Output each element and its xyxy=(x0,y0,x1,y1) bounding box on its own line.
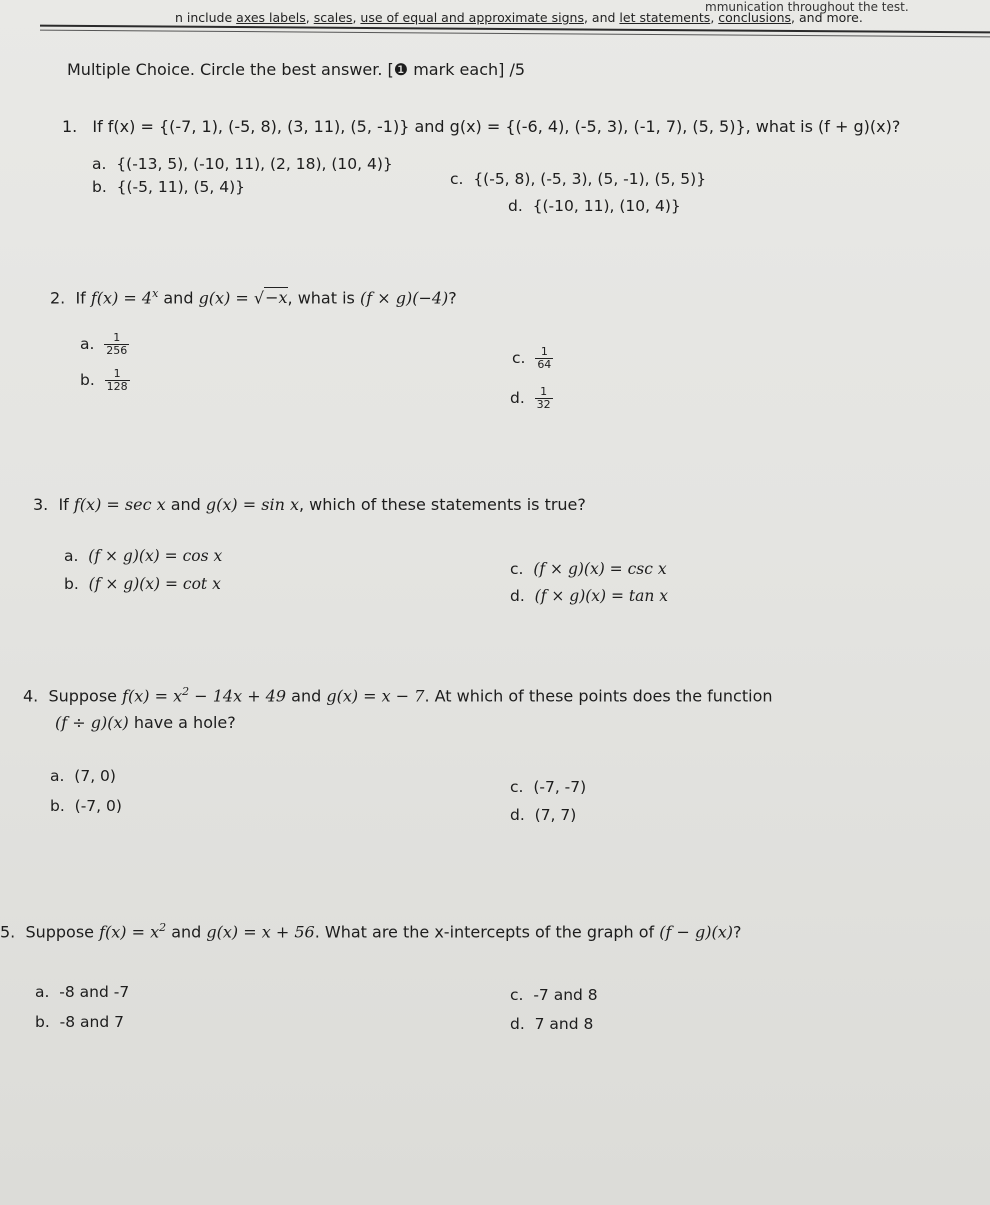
question-text: If f(x) = {(-7, 1), (-5, 8), (3, 11), (5, -1)} and g(x) = {(-6, 4), (-5, 3), (-1, 7), (5, 5)}, what is (f + g)(x)? xyxy=(92,117,901,136)
option-1b[interactable] xyxy=(92,178,245,196)
option-4b[interactable] xyxy=(50,797,122,815)
instr-signs: use of equal and approximate signs xyxy=(360,10,584,25)
fraction: $\frac{1}{128}$ xyxy=(106,367,128,394)
option-label: d. xyxy=(510,806,525,824)
question-number: 2. xyxy=(50,288,66,308)
question-1 xyxy=(62,117,900,136)
instr-text: , xyxy=(710,10,719,25)
question-text: ? xyxy=(448,288,457,308)
option-label: b. xyxy=(64,575,79,593)
question-number: 5. xyxy=(0,922,16,942)
question-text: and xyxy=(165,495,206,514)
instr-scales: scales xyxy=(313,10,353,25)
option-1d[interactable] xyxy=(508,197,681,215)
question-2: 2. If $f(x) = 4^x$ and g(x) = √−x, what is (f × g)(−4)? xyxy=(50,287,457,308)
option-4d[interactable] xyxy=(510,806,576,824)
instr-text: , and xyxy=(583,10,620,25)
math-g: g(x) = x + 56 xyxy=(206,922,315,942)
question-number: 1. xyxy=(62,117,78,136)
option-3c[interactable] xyxy=(510,560,667,578)
option-label: c. xyxy=(512,349,526,368)
option-text: (-7, -7) xyxy=(533,778,587,796)
math-f: f(x) = 4 xyxy=(90,288,153,308)
option-3b[interactable] xyxy=(64,575,221,593)
option-text: {(-5, 8), (-5, 3), (5, -1), (5, 5)} xyxy=(473,170,707,188)
math-exp: 2 xyxy=(159,921,167,934)
math-f: f(x) = x xyxy=(99,922,160,942)
instr-text: , xyxy=(352,10,361,25)
option-label: a. xyxy=(80,335,95,354)
question-text: If xyxy=(58,495,74,514)
option-label: c. xyxy=(510,560,524,578)
option-label: c. xyxy=(450,170,464,188)
option-label: a. xyxy=(64,547,79,565)
option-4a[interactable] xyxy=(50,767,116,785)
question-5 xyxy=(0,921,742,941)
math-expr: (f × g)(−4) xyxy=(359,288,449,308)
option-2d[interactable] xyxy=(510,386,553,411)
question-text: , which of these statements is true? xyxy=(299,495,586,514)
option-5c[interactable] xyxy=(510,986,598,1004)
option-label: a. xyxy=(50,767,65,785)
instr-let: let statements xyxy=(619,10,711,25)
option-2b[interactable] xyxy=(80,368,130,393)
question-text: . At which of these points does the function xyxy=(424,686,773,706)
math-radicand: −x xyxy=(265,288,288,308)
question-3 xyxy=(33,495,586,514)
instr-text: , and more. xyxy=(791,10,863,25)
question-text: Suppose xyxy=(25,922,100,942)
math-expr: (f ÷ g)(x) xyxy=(55,713,129,732)
option-3a[interactable] xyxy=(64,547,222,565)
option-label: c. xyxy=(510,986,524,1004)
option-label: d. xyxy=(510,389,525,408)
option-5a[interactable] xyxy=(35,983,129,1001)
option-text: (-7, 0) xyxy=(74,797,122,815)
question-text: Suppose xyxy=(48,686,123,706)
option-label: b. xyxy=(35,1013,50,1031)
question-text: If xyxy=(75,288,91,308)
fraction: $\frac{1}{32}$ xyxy=(536,385,551,412)
option-label: d. xyxy=(510,587,525,605)
option-text: (f × g)(x) = cos x xyxy=(88,547,223,565)
instructions-line xyxy=(175,10,863,25)
option-5b[interactable] xyxy=(35,1013,124,1031)
option-text: (f × g)(x) = csc x xyxy=(533,560,667,578)
math-expr: (f − g)(x) xyxy=(659,922,733,942)
math-f-rest: − 14x + 49 xyxy=(189,686,287,706)
math-g: g(x) = x − 7 xyxy=(326,686,425,706)
option-label: b. xyxy=(92,178,107,196)
instr-text: , xyxy=(305,10,314,25)
option-text: {(-13, 5), (-10, 11), (2, 18), (10, 4)} xyxy=(116,155,393,173)
option-text: -8 and 7 xyxy=(59,1013,124,1031)
option-text: -8 and -7 xyxy=(59,983,130,1001)
math-exp: x xyxy=(152,287,159,300)
option-text: (7, 7) xyxy=(534,806,577,824)
option-2c[interactable] xyxy=(512,346,553,371)
option-label: b. xyxy=(50,797,65,815)
question-text: and xyxy=(158,288,199,308)
question-number: 3. xyxy=(33,495,49,514)
instr-text: n include xyxy=(175,10,237,25)
question-text: , what is xyxy=(287,288,360,308)
question-text: . What are the x-intercepts of the graph of xyxy=(314,922,660,942)
question-text: ? xyxy=(733,922,742,942)
option-1a[interactable] xyxy=(92,155,393,173)
section-title: Multiple Choice. Circle the best answer. [❶ mark each] /5 xyxy=(67,60,526,79)
math-f: f(x) = x xyxy=(122,686,183,706)
header-fragment: mmunication throughout the test. xyxy=(705,0,909,14)
option-label: c. xyxy=(510,778,524,796)
fraction: $\frac{1}{256}$ xyxy=(106,331,128,358)
option-1c[interactable] xyxy=(450,170,706,188)
option-label: d. xyxy=(510,1015,525,1033)
math-exp: 2 xyxy=(182,685,190,698)
option-label: a. xyxy=(35,983,50,1001)
option-2a[interactable] xyxy=(80,332,129,357)
math-g: g(x) = xyxy=(198,288,254,308)
question-4 xyxy=(23,685,773,705)
option-5d[interactable] xyxy=(510,1015,593,1033)
option-4c[interactable] xyxy=(510,778,586,796)
option-text: (f × g)(x) = tan x xyxy=(534,587,669,605)
question-text: have a hole? xyxy=(128,713,236,732)
option-text: 7 and 8 xyxy=(534,1015,594,1033)
math-f: f(x) = sec x xyxy=(73,495,166,514)
option-label: b. xyxy=(80,371,95,390)
option-3d[interactable] xyxy=(510,587,668,605)
question-4-line2 xyxy=(55,713,236,732)
option-label: d. xyxy=(508,197,523,215)
option-label: a. xyxy=(92,155,107,173)
question-text: and xyxy=(166,922,207,942)
option-text: (f × g)(x) = cot x xyxy=(88,575,221,593)
option-text: {(-5, 11), (5, 4)} xyxy=(116,178,246,196)
fraction: $\frac{1}{64}$ xyxy=(537,345,552,372)
math-g: g(x) = sin x xyxy=(205,495,299,514)
question-number: 4. xyxy=(23,686,39,706)
instr-conclusions: conclusions xyxy=(718,10,792,25)
option-text: {(-10, 11), (10, 4)} xyxy=(532,197,681,215)
instr-axes: axes labels xyxy=(236,10,306,25)
option-text: -7 and 8 xyxy=(533,986,598,1004)
option-text: (7, 0) xyxy=(74,767,116,785)
question-text: and xyxy=(286,686,327,706)
